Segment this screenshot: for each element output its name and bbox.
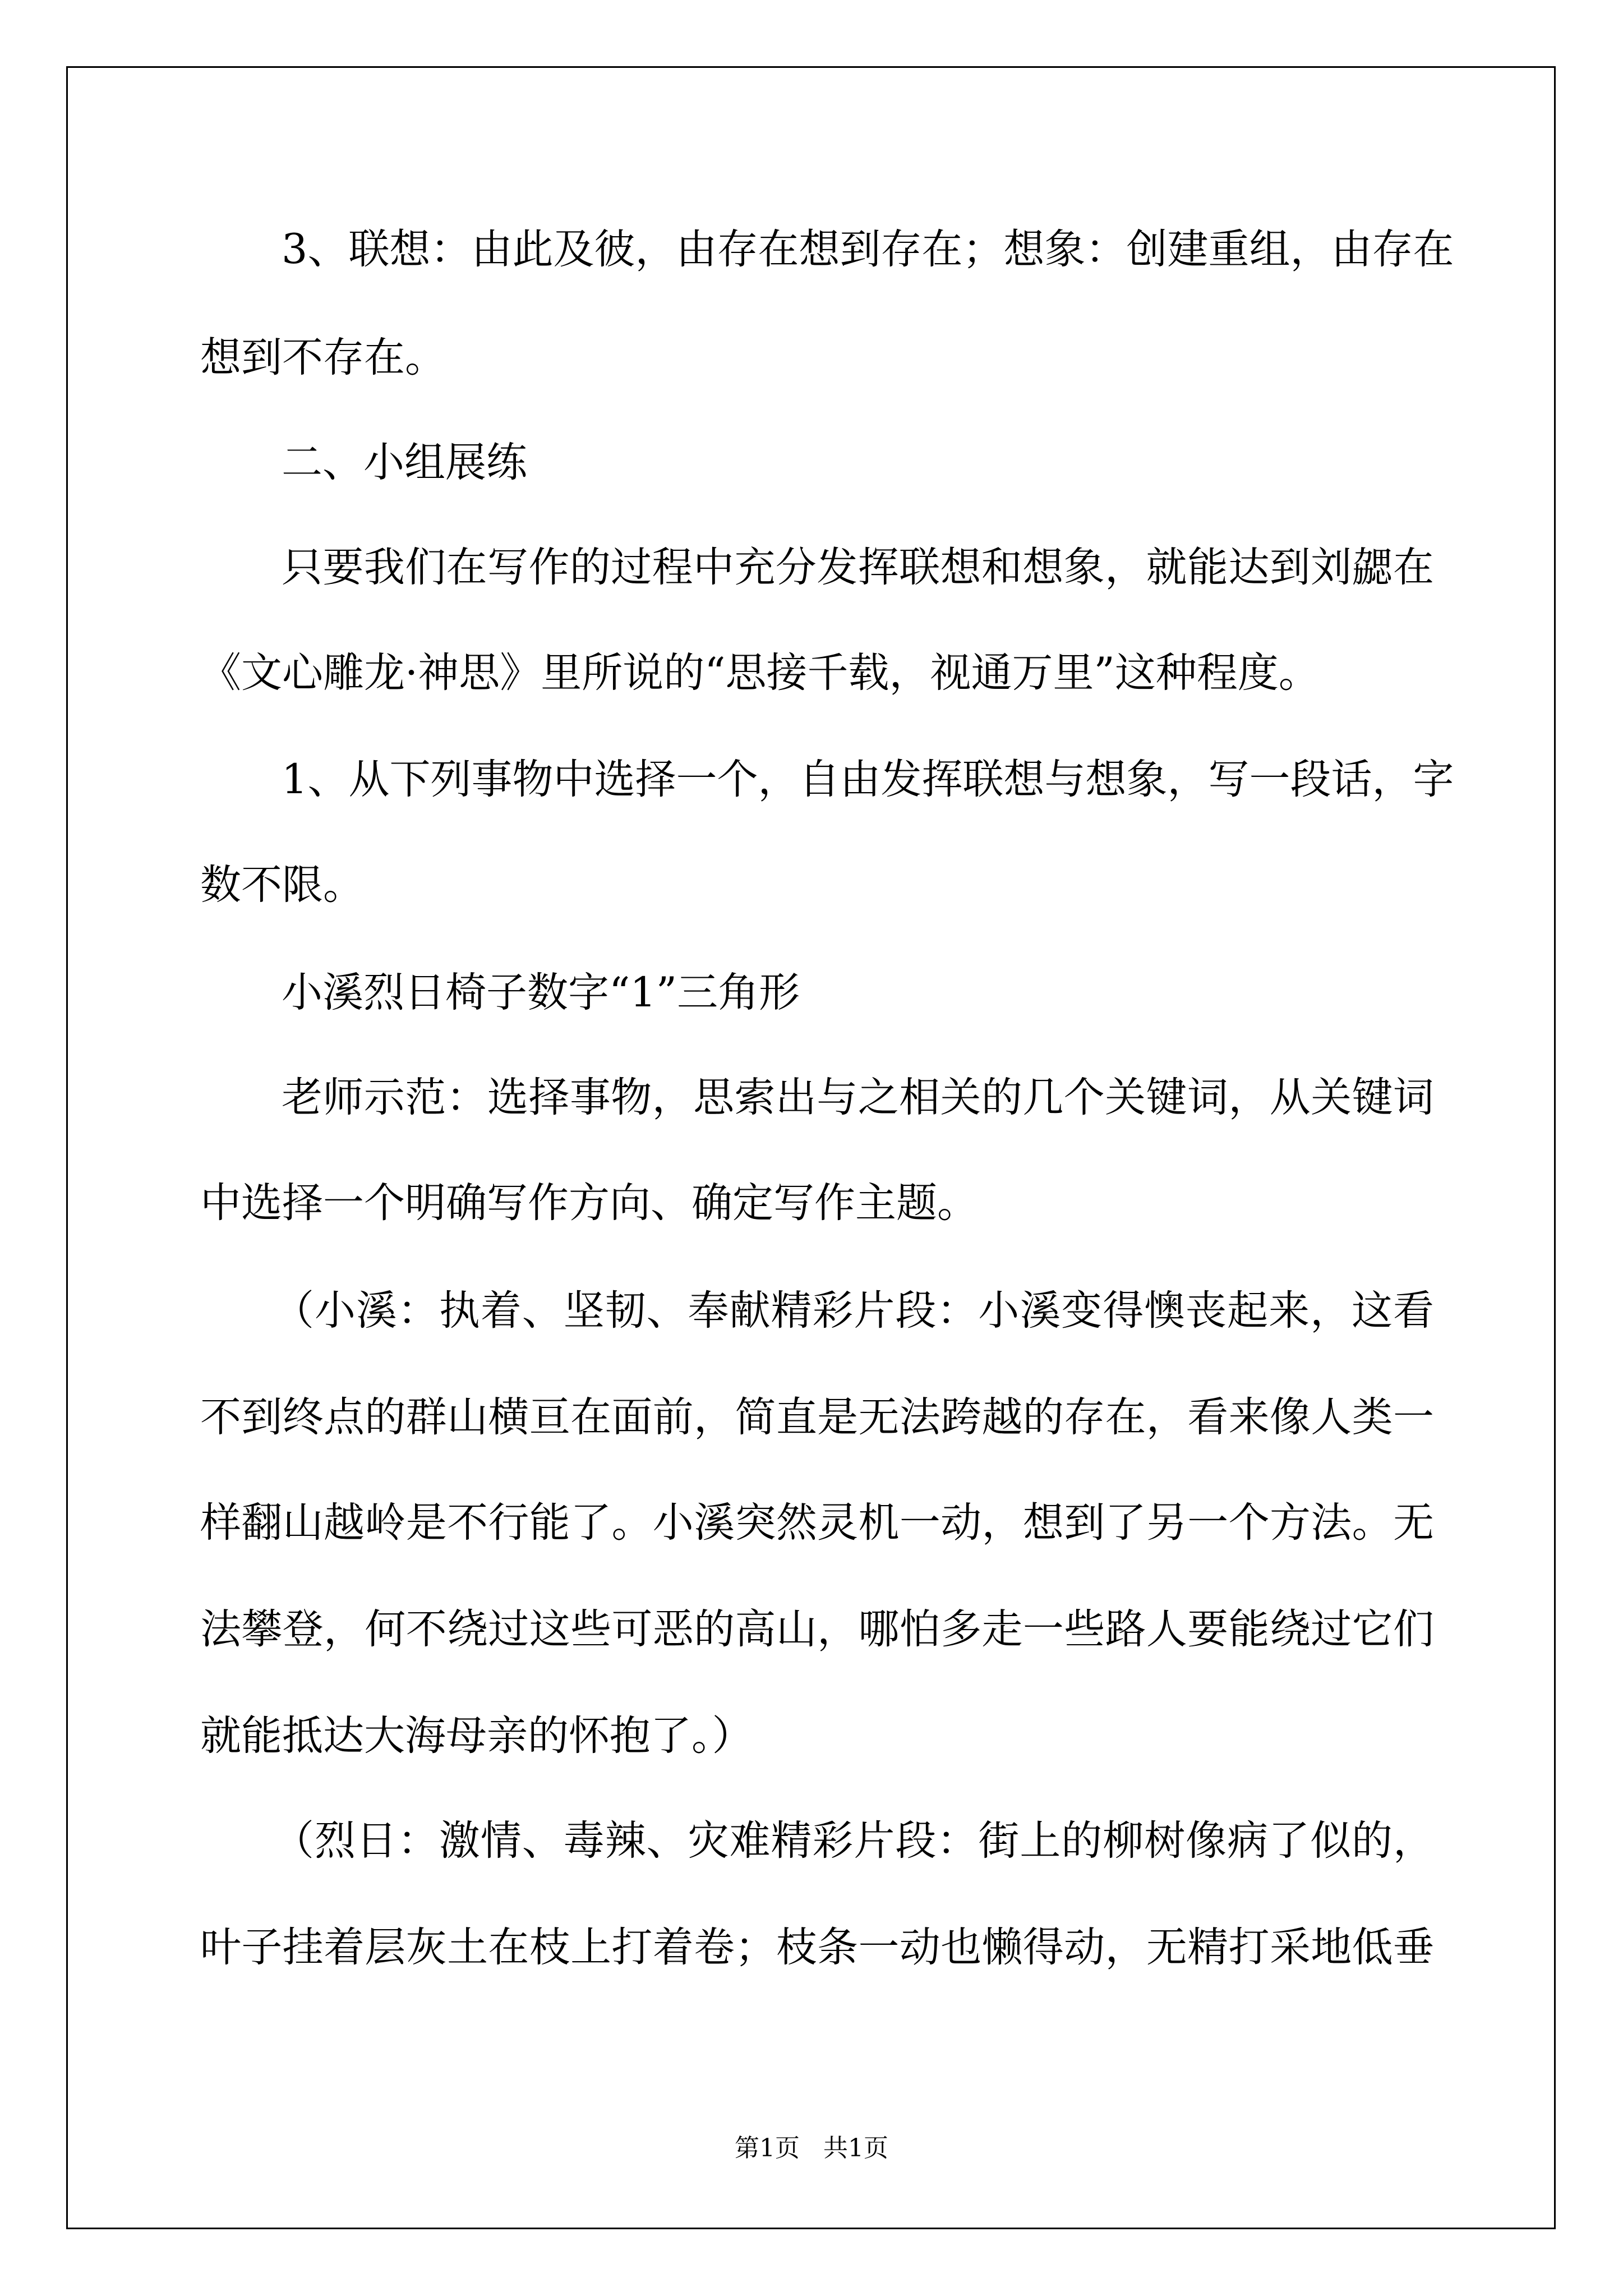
paragraph-line: 1、从下列事物中选择一个，自由发挥联想与想象，写一段话，字	[282, 756, 1454, 803]
page-border	[66, 66, 1556, 2229]
section-heading: 二、小组展练	[282, 439, 527, 486]
paragraph-line: 样翻山越岭是不行能了。小溪突然灵机一动，想到了另一个方法。无	[200, 1499, 1434, 1547]
paragraph-line: 只要我们在写作的过程中充分发挥联想和想象，就能达到刘勰在	[282, 544, 1434, 591]
paragraph-line: 3、联想：由此及彼，由存在想到存在；想象：创建重组，由存在	[282, 226, 1454, 273]
paragraph-line: （小溪：执着、坚韧、奉献精彩片段：小溪变得懊丧起来，这看	[273, 1287, 1434, 1335]
paragraph-line: 叶子挂着层灰土在枝上打着卷；枝条一动也懒得动，无精打采地低垂	[200, 1924, 1434, 1971]
paragraph-line: 想到不存在。	[200, 334, 446, 381]
paragraph-line: 数不限。	[200, 861, 364, 909]
paragraph-line: 《文心雕龙·神思》里所说的“思接千载，视通万里”这种程度。	[200, 649, 1320, 697]
page-footer: 第1页 共1页	[735, 2134, 888, 2162]
paragraph-line: 中选择一个明确写作方向、确定写作主题。	[200, 1179, 978, 1227]
paragraph-line: 法攀登，何不绕过这些可恶的高山，哪怕多走一些路人要能绕过它们	[200, 1605, 1434, 1653]
paragraph-line: 小溪烈日椅子数字“1”三角形	[282, 969, 800, 1016]
paragraph-line: （烈日：激情、毒辣、灾难精彩片段：街上的柳树像病了似的，	[273, 1817, 1434, 1865]
paragraph-line: 老师示范：选择事物，思索出与之相关的几个关键词，从关键词	[282, 1074, 1434, 1121]
paragraph-line: 不到终点的群山横亘在面前，简直是无法跨越的存在，看来像人类一	[200, 1393, 1434, 1441]
paragraph-line: 就能抵达大海母亲的怀抱了。）	[200, 1712, 753, 1760]
